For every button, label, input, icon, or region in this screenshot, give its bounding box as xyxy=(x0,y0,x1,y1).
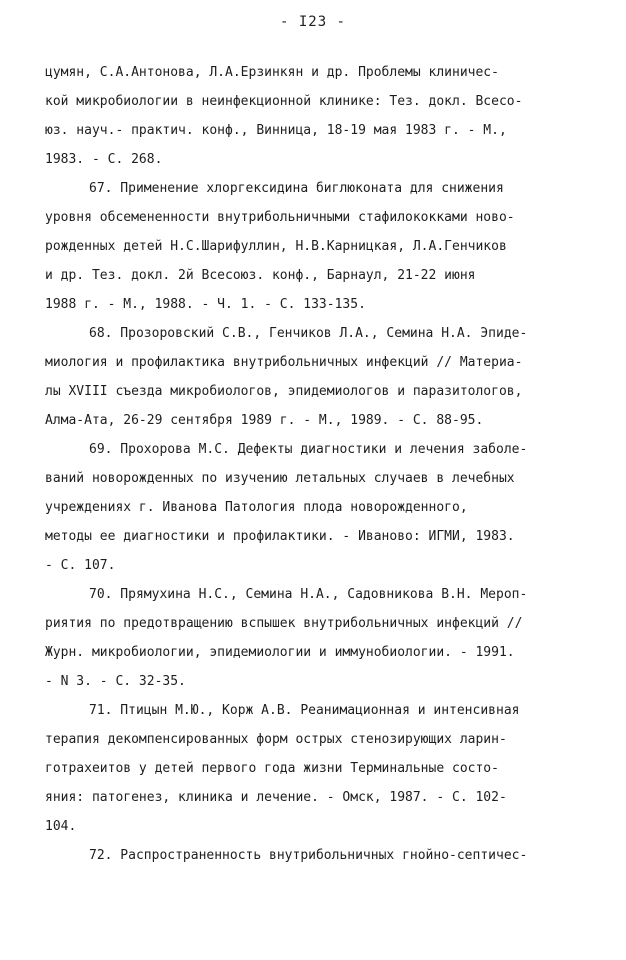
bibliography-entry-continued xyxy=(45,58,585,174)
entry-line: методы ее диагностики и профилактики. - Иваново: ИГМИ, 1983. xyxy=(45,529,515,544)
entry-line: юз. науч.- практич. конф., Винница, 18-19 мая 1983 г. - М., xyxy=(45,123,507,138)
entry-line: и др. Тез. докл. 2й Всесоюз. конф., Барнаул, 21-22 июня xyxy=(45,268,476,283)
entry-line: 72. Распространенность внутрибольничных гнойно-септичес- xyxy=(89,848,528,863)
entry-line: терапия декомпенсированных форм острых стенозирующих ларин- xyxy=(45,732,507,747)
bibliography-entry-71 xyxy=(45,696,585,841)
entry-line: цумян, С.А.Антонова, Л.А.Ерзинкян и др. Проблемы клиничес- xyxy=(45,65,499,80)
bibliography-entry-67 xyxy=(45,174,585,319)
entry-line: 104. xyxy=(45,819,77,834)
bibliography-entry-70 xyxy=(45,580,585,696)
entry-line: риятия по предотвращению вспышек внутрибольничных инфекций // xyxy=(45,616,523,631)
entry-line: 68. Прозоровский С.В., Генчиков Л.А., Семина Н.А. Эпиде- xyxy=(89,326,528,341)
entry-line: 70. Прямухина Н.С., Семина Н.А., Садовникова В.Н. Мероп- xyxy=(89,587,528,602)
entry-line: миология и профилактика внутрибольничных инфекций // Материа- xyxy=(45,355,523,370)
entry-line: - С. 107. xyxy=(45,558,116,573)
entry-line: рожденных детей Н.С.Шарифуллин, Н.В.Карницкая, Л.А.Генчиков xyxy=(45,239,507,254)
bibliography-entry-68 xyxy=(45,319,585,435)
bibliography-list xyxy=(45,58,585,870)
entry-line: Журн. микробиологии, эпидемиологии и иммунобиологии. - 1991. xyxy=(45,645,515,660)
entry-line: 1983. - С. 268. xyxy=(45,152,163,167)
entry-line: - N 3. - С. 32-35. xyxy=(45,674,186,689)
entry-line: учреждениях г. Иванова Патология плода новорожденного, xyxy=(45,500,468,515)
bibliography-entry-72 xyxy=(45,841,585,870)
entry-line: лы XVIII съезда микробиологов, эпидемиологов и паразитологов, xyxy=(45,384,523,399)
entry-line: яния: патогенез, клиника и лечение. - Омск, 1987. - С. 102- xyxy=(45,790,507,805)
entry-line: 69. Прохорова М.С. Дефекты диагностики и лечения заболе- xyxy=(89,442,528,457)
entry-line: 67. Применение хлоргексидина биглюконата для снижения xyxy=(89,181,504,196)
page-number: - I23 - xyxy=(279,14,346,30)
entry-line: ваний новорожденных по изучению летальных случаев в лечебных xyxy=(45,471,515,486)
entry-line: 71. Птицын М.Ю., Корж А.В. Реанимационная и интенсивная xyxy=(89,703,520,718)
bibliography-entry-69 xyxy=(45,435,585,580)
entry-line: готрахеитов у детей первого года жизни Терминальные состо- xyxy=(45,761,499,776)
entry-line: 1988 г. - М., 1988. - Ч. 1. - С. 133-135. xyxy=(45,297,366,312)
entry-line: уровня обсемененности внутрибольничными стафилококками ново- xyxy=(45,210,515,225)
entry-line: кой микробиологии в неинфекционной клинике: Тез. докл. Всесо- xyxy=(45,94,523,109)
entry-line: Алма-Ата, 26-29 сентября 1989 г. - М., 1989. - С. 88-95. xyxy=(45,413,484,428)
